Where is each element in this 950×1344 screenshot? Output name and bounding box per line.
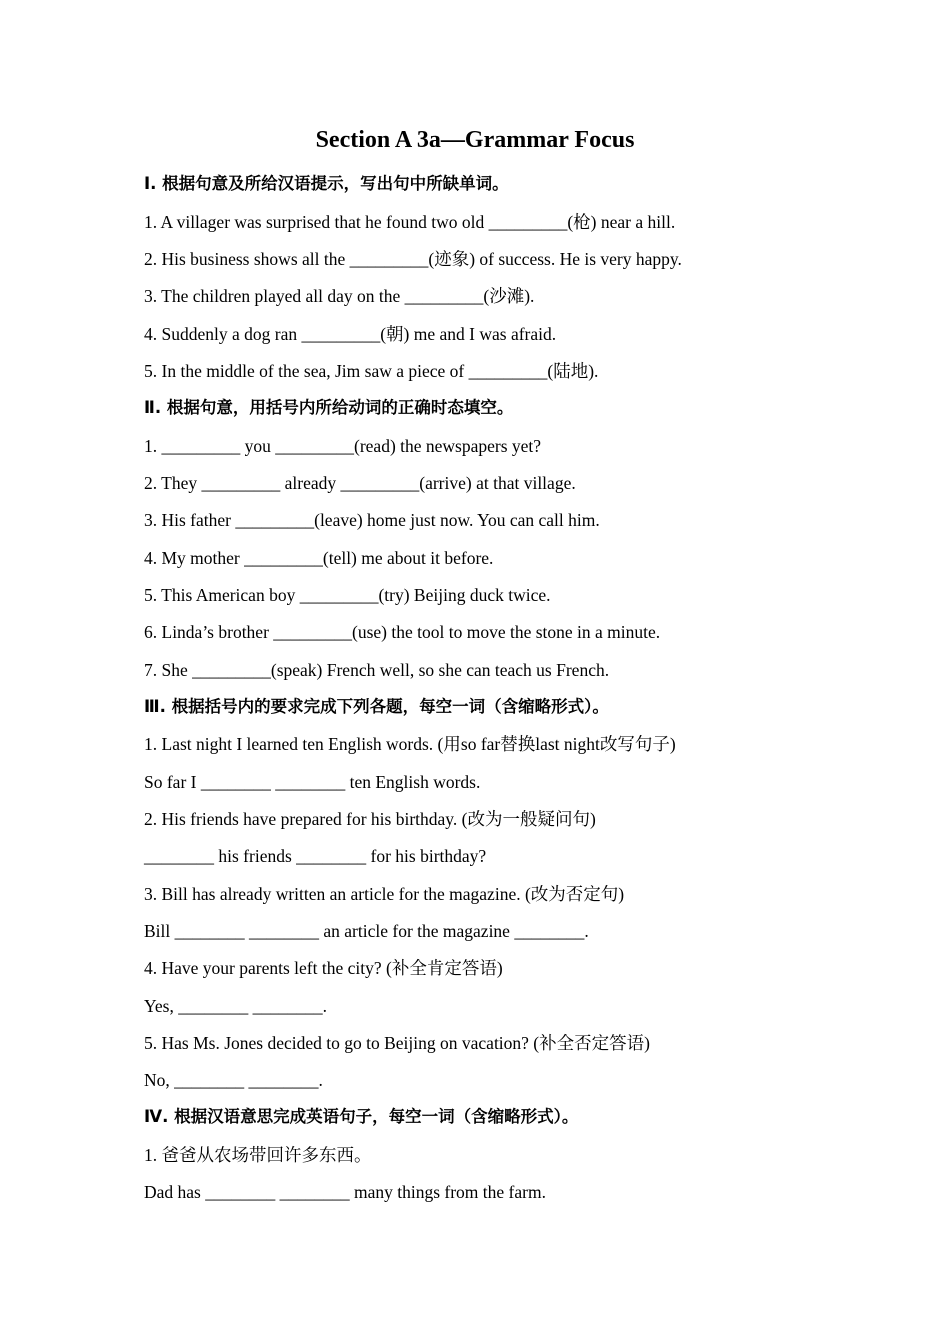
section-3-answer-5: No, ________ ________. [144, 1070, 323, 1090]
section-3-question-2: 2. His friends have prepared for his birthday. (改为一般疑问句) [144, 809, 596, 829]
section-3-question-4: 4. Have your parents left the city? (补全肯定答语) [144, 958, 503, 978]
section-2-question-7: 7. She _________(speak) French well, so she can teach us French. [144, 660, 610, 680]
section-4-answer-1: Dad has ________ ________ many things from the farm. [144, 1182, 546, 1202]
section-3-answer-1: So far I ________ ________ ten English words. [144, 772, 481, 792]
section-4-question-1: 1. 爸爸从农场带回许多东西。 [144, 1145, 372, 1165]
section-2-heading: Ⅱ. 根据句意，用括号内所给动词的正确时态填空。 [144, 398, 514, 417]
section-3-answer-3: Bill ________ ________ an article for the magazine ________. [144, 921, 589, 941]
section-1-question-5: 5. In the middle of the sea, Jim saw a piece of _________(陆地). [144, 361, 599, 381]
page-title: Section A 3a—Grammar Focus [315, 127, 635, 153]
section-3-question-5: 5. Has Ms. Jones decided to go to Beijing on vacation? (补全否定答语) [144, 1033, 650, 1053]
section-1-heading: Ⅰ. 根据句意及所给汉语提示，写出句中所缺单词。 [144, 174, 509, 193]
section-2-question-3: 3. His father _________(leave) home just now. You can call him. [144, 510, 600, 530]
section-2-question-2: 2. They _________ already _________(arrive) at that village. [144, 473, 576, 493]
section-1-question-4: 4. Suddenly a dog ran _________(朝) me and I was afraid. [144, 324, 557, 344]
section-2-question-4: 4. My mother _________(tell) me about it before. [144, 548, 494, 568]
section-3-question-3: 3. Bill has already written an article for the magazine. (改为否定句) [144, 884, 625, 904]
section-3-question-1: 1. Last night I learned ten English words. (用so far替换last night改写句子) [144, 734, 676, 754]
section-1-question-1: 1. A villager was surprised that he found two old _________(枪) near a hill. [144, 212, 676, 232]
section-2-question-5: 5. This American boy _________(try) Beijing duck twice. [144, 585, 551, 605]
section-3-answer-4: Yes, ________ ________. [144, 996, 327, 1016]
section-3-heading: Ⅲ. 根据括号内的要求完成下列各题，每空一词（含缩略形式）。 [144, 697, 609, 716]
section-3-answer-2: ________ his friends ________ for his birthday? [144, 846, 487, 866]
section-1-question-3: 3. The children played all day on the _________(沙滩). [144, 286, 535, 306]
section-2-question-6: 6. Linda’s brother _________(use) the tool to move the stone in a minute. [144, 622, 661, 642]
section-1-question-2: 2. His business shows all the _________(迹象) of success. He is very happy. [144, 249, 682, 269]
section-4-heading: Ⅳ. 根据汉语意思完成英语句子，每空一词（含缩略形式）。 [144, 1107, 579, 1126]
section-2-question-1: 1. _________ you _________(read) the newspapers yet? [144, 436, 542, 456]
